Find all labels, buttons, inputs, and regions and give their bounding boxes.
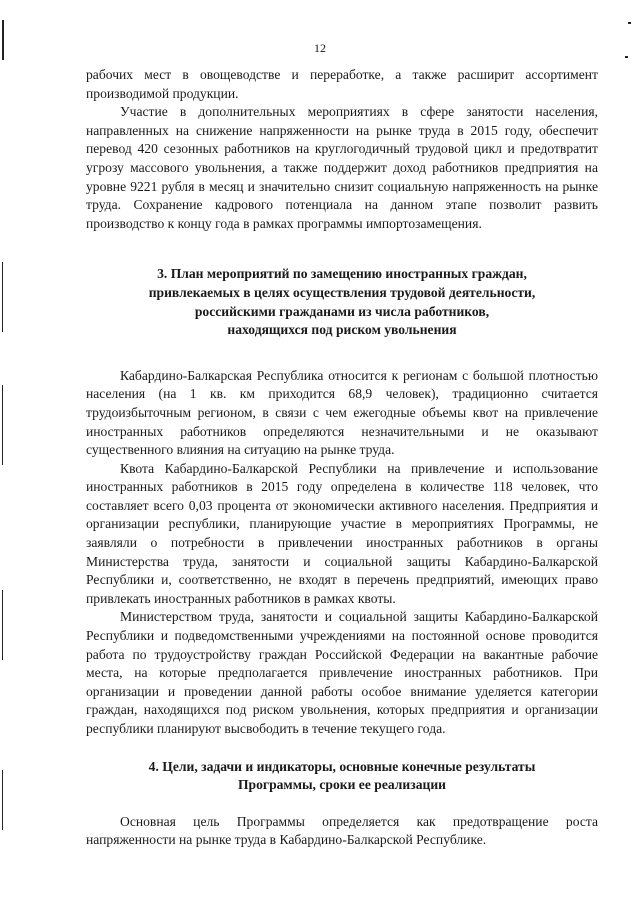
heading-line: 3. План мероприятий по замещению иностранных граждан, (157, 266, 527, 282)
document-body (86, 66, 598, 850)
heading-line: Программы, сроки ее реализации (237, 777, 447, 793)
section-3-heading (86, 265, 598, 339)
section-4-heading (86, 758, 598, 795)
scan-edge-mark (2, 262, 3, 332)
paragraph: Основная цель Программы определяется как предотвращение роста напряженности на рынке труда в Кабардино-Балкарской Республике. (86, 813, 598, 848)
paragraph: Участие в дополнительных мероприятиях в сфере занятости населения, направленных на снижение напряженности на рынке труда в 2015 году, обеспечит перевод 420 сезонных работников на круглогодичный трудовой цикл и предотвратит угрозу массового увольнения, а также поддержит доход работников предприятия на уровне 9221 рубля в месяц и значительно снизит социальную напряженность на рынке труда. Сохранение кадрового потенциала на данном этапе позволит развить производство к концу года в рамках программы импортозамещения. (86, 104, 598, 231)
paragraph: Квота Кабардино-Балкарской Республики на привлечение и использование иностранных работников в 2015 году определена в количестве 118 человек, что составляет всего 0,03 процента от экономически активного населения. Предприятия и организации республики, планирующие участие в мероприятиях Программы, не заявляли о потребности в привлечении иностранных работников в органы Министерства труда, занятости и социальной защиты Кабардино-Балкарской Республики и, соответственно, не входят в перечень предприятий, имеющих право привлекать иностранных работников в рамках квоты. (86, 460, 598, 606)
scan-edge-mark (2, 385, 3, 465)
paragraph: Кабардино-Балкарская Республика относится к регионам с большой плотностью населения (на 1 кв. км приходится 68,9 человек), традиционно считается трудоизбыточным регионом, в связи с чем ежегодные объемы квот на привлечение иностранных работников определяются незначительными и не оказывают существенного влияния на ситуацию на рынке труда. (86, 367, 598, 458)
scan-edge-mark (2, 590, 3, 660)
page-number: 12 (314, 41, 326, 55)
paragraph: рабочих мест в овощеводстве и переработке, а также расширит ассортимент производимой продукции. (86, 67, 598, 101)
scan-edge-mark (2, 770, 3, 830)
heading-line: российскими гражданами из числа работников, (194, 303, 490, 319)
paragraph: Министерством труда, занятости и социальной защиты Кабардино-Балкарской Республики и подведомственными учреждениями на постоянной основе проводится работа по трудоустройству граждан Российской Федерации на вакантные рабочие места, на которые предполагается привлечение иностранных работников. При организации и проведении данной работы особое внимание уделяется категории граждан, находящихся под риском увольнения, которых предприятия и организации республики планируют высвободить в течение текущего года. (86, 609, 598, 736)
scan-dot-mark (628, 22, 631, 24)
heading-line: привлекаемых в целях осуществления трудовой деятельности, (148, 284, 536, 300)
scan-dot-mark (625, 56, 628, 58)
heading-line: 4. Цели, задачи и индикаторы, основные конечные результаты (148, 758, 536, 774)
heading-line: находящихся под риском увольнения (227, 322, 457, 338)
